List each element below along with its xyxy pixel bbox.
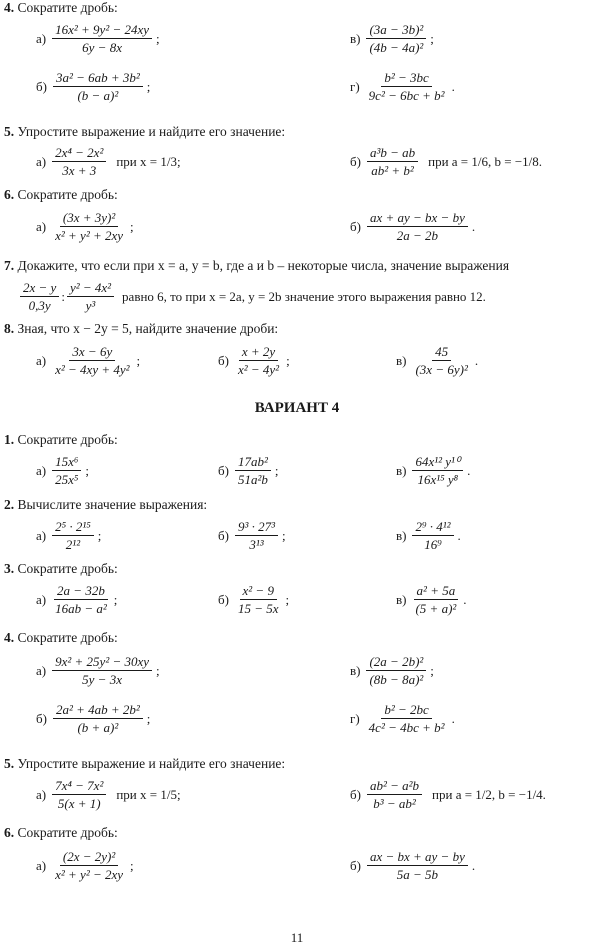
numerator: x² − 9 (240, 583, 277, 600)
fraction (52, 778, 106, 811)
task-text: Сократите дробь: (17, 825, 118, 840)
exercise-e8a_b (218, 344, 296, 377)
denominator: x² − 4xy + 4y² (55, 362, 130, 377)
punctuation: . (451, 78, 455, 94)
denominator: 0,3y (28, 298, 51, 313)
punctuation: . (451, 710, 455, 726)
task-heading (4, 124, 285, 140)
condition: при a = 1/6, b = −1/8. (428, 153, 543, 169)
exercise-label: в) (396, 527, 407, 543)
exercise-e1b_b (218, 454, 284, 487)
fraction (367, 778, 422, 811)
denominator: 16⁹ (424, 537, 442, 552)
fraction (366, 702, 448, 735)
page-number: 11 (290, 930, 304, 945)
exercise-e4b_a (36, 654, 166, 687)
exercise-e5a_a (36, 145, 181, 178)
denominator: 5(x + 1) (57, 796, 101, 811)
denominator: 2¹² (65, 537, 81, 552)
fraction (366, 22, 426, 55)
fraction (52, 145, 106, 178)
task-7-expression (18, 280, 486, 313)
exercise-e3b_v (396, 583, 473, 616)
fraction (412, 344, 470, 377)
condition: при x = 1/3; (116, 153, 181, 169)
exercise-e2b_a (36, 519, 107, 552)
exercise-e5b_a (36, 778, 181, 811)
exercise-label: а) (36, 218, 47, 234)
exercise-label: б) (218, 591, 229, 607)
numerator: (2x − 2y)² (60, 849, 118, 866)
fraction (52, 22, 152, 55)
numerator: 2⁵ · 2¹⁵ (52, 519, 94, 536)
exercise-label: в) (350, 662, 361, 678)
numerator: y² − 4x² (67, 280, 114, 297)
task-heading (4, 187, 118, 203)
fraction (235, 519, 278, 552)
variant-heading: ВАРИАНТ 4 (254, 400, 340, 416)
task-text: Сократите дробь: (17, 561, 118, 576)
task-heading (4, 432, 118, 448)
fraction (367, 210, 468, 243)
exercise-label: б) (218, 527, 229, 543)
exercise-e2b_v (396, 519, 467, 552)
task-number: 5. (4, 124, 15, 139)
punctuation: ; (85, 462, 90, 478)
task-text: Сократите дробь: (17, 432, 118, 447)
punctuation: ; (97, 527, 102, 543)
denominator: 25x⁵ (55, 472, 79, 487)
exercise-label: б) (36, 710, 47, 726)
numerator: x + 2y (239, 344, 278, 361)
task-number: 3. (4, 561, 15, 576)
punctuation: ; (136, 352, 141, 368)
task-number: 6. (4, 825, 15, 840)
denominator: (b − a)² (77, 88, 119, 103)
numerator: a³b − ab (367, 145, 418, 162)
numerator: 2x⁴ − 2x² (52, 145, 106, 162)
punctuation: ; (130, 857, 134, 873)
exercise-label: а) (36, 857, 47, 873)
punctuation: . (467, 462, 471, 478)
exercise-label: а) (36, 30, 47, 46)
denominator: 2a − 2b (396, 228, 439, 243)
exercise-e2b_b (218, 519, 292, 552)
numerator: ab² − a²b (367, 778, 422, 795)
numerator: ax + ay − bx − by (367, 210, 468, 227)
fraction (235, 583, 282, 616)
exercise-e3b_b (218, 583, 295, 616)
task-7-conclusion: равно 6, то при x = 2a, y = 2b значение этого выражения равно 12. (122, 288, 486, 304)
exercise-e1b_a (36, 454, 95, 487)
numerator: 3x − 6y (69, 344, 115, 361)
punctuation: ; (130, 218, 134, 234)
numerator: 16x² + 9y² − 24xy (52, 22, 152, 39)
exercise-label: б) (218, 462, 229, 478)
denominator: 4c² − 4bc + b² (368, 720, 445, 735)
denominator: (8b − 8a)² (369, 672, 424, 687)
task-text: Упростите выражение и найдите его значение: (17, 756, 286, 771)
denominator: x² − 4y² (237, 362, 280, 377)
exercise-e6a_b (350, 210, 481, 243)
exercise-label: а) (36, 786, 47, 802)
punctuation: . (474, 352, 479, 368)
exercise-e4b_g (350, 702, 461, 735)
fraction (20, 280, 59, 313)
task-number: 7. (4, 258, 15, 273)
denominator: x² + y² + 2xy (55, 228, 124, 243)
punctuation: ; (285, 591, 290, 607)
exercise-label: б) (218, 352, 229, 368)
task-text: Сократите дробь: (17, 630, 118, 645)
task-number: 4. (4, 630, 15, 645)
exercise-e1b_v (396, 454, 476, 487)
denominator: 16x¹⁵ y⁸ (417, 472, 459, 487)
task-text: Упростите выражение и найдите его значение: (17, 124, 286, 139)
denominator: b³ − ab² (373, 796, 416, 811)
exercise-e6a_a (36, 210, 140, 243)
exercise-e5a_b (350, 145, 542, 178)
exercise-label: б) (350, 218, 361, 234)
denominator: 3¹³ (249, 537, 264, 552)
task-heading (4, 0, 118, 16)
punctuation: ; (156, 662, 160, 678)
punctuation: ; (430, 30, 434, 46)
numerator: b² − 2bc (381, 702, 431, 719)
operator: : (61, 288, 65, 304)
exercise-e5b_b (350, 778, 546, 811)
exercise-label: а) (36, 662, 47, 678)
exercise-e4b_b (36, 702, 156, 735)
denominator: (3x − 6y)² (415, 362, 468, 377)
exercise-label: в) (350, 30, 361, 46)
exercise-e8a_a (36, 344, 146, 377)
denominator: (b + a)² (77, 720, 119, 735)
numerator: 2⁹ · 4¹² (412, 519, 453, 536)
denominator: 3x + 3 (62, 163, 97, 178)
exercise-label: а) (36, 352, 47, 368)
task-heading (4, 630, 118, 646)
task-number: 5. (4, 756, 15, 771)
numerator: (3a − 3b)² (366, 22, 426, 39)
exercise-e6b_a (36, 849, 140, 882)
task-heading (4, 825, 118, 841)
punctuation: ; (274, 462, 279, 478)
exercise-label: а) (36, 591, 47, 607)
fraction (52, 849, 126, 882)
exercise-e3b_a (36, 583, 123, 616)
exercise-e4a_g (350, 70, 461, 103)
fraction (366, 70, 448, 103)
exercise-label: б) (350, 153, 361, 169)
punctuation: ; (430, 662, 434, 678)
denominator: 5y − 3x (82, 672, 122, 687)
fraction (52, 454, 81, 487)
exercise-label: в) (396, 591, 407, 607)
task-heading (4, 756, 285, 772)
exercise-e4a_a (36, 22, 166, 55)
punctuation: ; (146, 78, 151, 94)
denominator: 9c² − 6bc + b² (368, 88, 445, 103)
task-number: 6. (4, 187, 15, 202)
task-heading (4, 258, 509, 274)
exercise-label: а) (36, 462, 47, 478)
exercise-label: г) (350, 78, 360, 94)
task-text: Докажите, что если при x = a, y = b, где a и b – некоторые числа, значение выражения (17, 258, 510, 273)
fraction (235, 344, 282, 377)
exercise-label: а) (36, 153, 47, 169)
denominator: x² + y² − 2xy (55, 867, 124, 882)
denominator: 51a²b (237, 472, 268, 487)
task-heading (4, 561, 118, 577)
fraction (53, 702, 143, 735)
numerator: 7x⁴ − 7x² (52, 778, 106, 795)
denominator: (5 + a)² (415, 601, 457, 616)
denominator: 5a − 5b (396, 867, 439, 882)
task-number: 2. (4, 497, 15, 512)
exercise-e4a_v (350, 22, 440, 55)
exercise-e6b_b (350, 849, 481, 882)
fraction (412, 583, 459, 616)
condition: при x = 1/5; (116, 786, 181, 802)
exercise-label: в) (396, 352, 407, 368)
punctuation: ; (156, 30, 160, 46)
denominator: 6y − 8x (82, 40, 122, 55)
task-number: 4. (4, 0, 15, 15)
punctuation: ; (282, 527, 286, 543)
task-text: Вычислите значение выражения: (17, 497, 208, 512)
numerator: 2a² + 4ab + 2b² (53, 702, 143, 719)
punctuation: ; (113, 591, 118, 607)
denominator: 15 − 5x (237, 601, 279, 616)
fraction (235, 454, 271, 487)
condition: при a = 1/2, b = −1/4. (432, 786, 546, 802)
task-text: Сократите дробь: (17, 187, 118, 202)
punctuation: ; (286, 352, 290, 368)
exercise-label: б) (350, 786, 361, 802)
fraction (367, 849, 468, 882)
fraction (366, 654, 426, 687)
task-heading (4, 321, 278, 337)
numerator: (2a − 2b)² (366, 654, 426, 671)
punctuation: . (471, 218, 476, 234)
exercise-label: г) (350, 710, 360, 726)
punctuation: . (471, 857, 476, 873)
exercise-label: в) (396, 462, 407, 478)
numerator: ax − bx + ay − by (367, 849, 468, 866)
denominator: 16ab − a² (55, 601, 107, 616)
fraction (412, 519, 453, 552)
numerator: 3a² − 6ab + 3b² (53, 70, 143, 87)
punctuation: ; (146, 710, 151, 726)
denominator: ab² + b² (371, 163, 414, 178)
exercise-label: а) (36, 527, 47, 543)
numerator: 45 (432, 344, 451, 361)
fraction (52, 344, 132, 377)
exercise-label: б) (350, 857, 361, 873)
numerator: 9x² + 25y² − 30xy (52, 654, 152, 671)
punctuation: . (457, 527, 461, 543)
exercise-e4a_b (36, 70, 156, 103)
numerator: 9³ · 27³ (235, 519, 278, 536)
denominator: (4b − 4a)² (369, 40, 424, 55)
exercise-e4b_v (350, 654, 440, 687)
fraction (367, 145, 418, 178)
numerator: b² − 3bc (381, 70, 431, 87)
exercise-e8a_v (396, 344, 484, 377)
punctuation: . (463, 591, 467, 607)
numerator: a² + 5a (414, 583, 459, 600)
denominator: y³ (85, 298, 96, 313)
numerator: (3x + 3y)² (60, 210, 118, 227)
numerator: 2a − 32b (54, 583, 108, 600)
fraction (67, 280, 114, 313)
fraction (52, 654, 152, 687)
fraction (52, 210, 126, 243)
numerator: 15x⁶ (52, 454, 81, 471)
fraction (52, 519, 94, 552)
task-text: Зная, что x − 2y = 5, найдите значение дроби: (17, 321, 279, 336)
fraction (52, 583, 110, 616)
task-heading (4, 497, 207, 513)
numerator: 64x¹² y¹⁰ (412, 454, 463, 471)
task-number: 8. (4, 321, 15, 336)
fraction (412, 454, 463, 487)
task-text: Сократите дробь: (17, 0, 118, 15)
exercise-label: б) (36, 78, 47, 94)
numerator: 2x − y (20, 280, 59, 297)
numerator: 17ab² (235, 454, 271, 471)
fraction (53, 70, 143, 103)
task-number: 1. (4, 432, 15, 447)
